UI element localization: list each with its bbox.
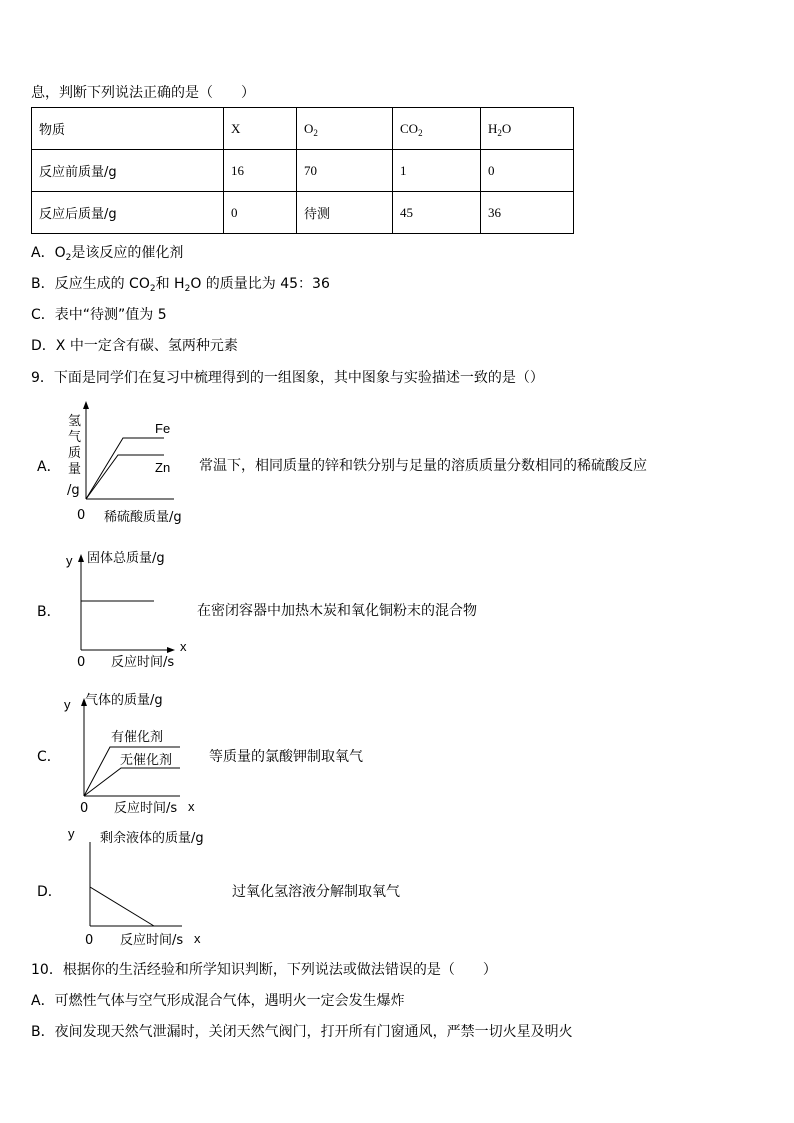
series-label-no-catalyst: 无催化剂 — [120, 753, 173, 768]
y-label-char: 质 — [68, 446, 82, 461]
y-letter: y — [68, 826, 75, 841]
x-axis-label: 反应时间/s — [111, 655, 175, 670]
x-axis-label: 稀硫酸质量/g — [104, 510, 182, 525]
q8-option-b: B．反应生成的 $CO_2$和 $H_2O$ 的质量比为 45：36 — [31, 276, 330, 294]
q9-stem: 9．下面是同学们在复习中梳理得到的一组图象，其中图象与实验描述一致的是（） — [31, 370, 544, 386]
table-cell: 物质 — [32, 108, 224, 150]
table-cell: 16 — [224, 150, 297, 192]
q10-stem: 10．根据你的生活经验和所学知识判断，下列说法或做法错误的是（ ） — [31, 962, 497, 978]
y-label-char: 氢 — [68, 414, 82, 429]
y-letter: y — [64, 697, 71, 712]
x-letter: x — [194, 931, 201, 946]
q9-a-letter: A． — [37, 459, 61, 475]
q8-stem-tail: 息，判断下列说法正确的是（ ） — [31, 85, 255, 101]
origin-label: 0 — [80, 801, 89, 816]
q9-c-description: 等质量的氯酸钾制取氧气 — [209, 749, 363, 765]
q9-d-letter: D． — [37, 884, 62, 900]
q9-d-description: 过氧化氢溶液分解制取氧气 — [232, 884, 400, 900]
y-letter: y — [66, 553, 73, 568]
x-axis-label: 反应时间/s — [114, 801, 178, 816]
origin-label: 0 — [77, 508, 86, 523]
q8-option-d: D．X 中一定含有碳、氢两种元素 — [31, 338, 238, 354]
q8-option-c: C．表中“待测”值为 5 — [31, 307, 167, 323]
q9-b-description: 在密闭容器中加热木炭和氧化铜粉末的混合物 — [197, 603, 477, 619]
table-cell: 36 — [481, 192, 574, 234]
table-cell: 反应后质量/g — [32, 192, 224, 234]
table-cell: $H_2O$ — [481, 108, 574, 150]
q9-c-letter: C． — [37, 749, 61, 765]
q10-option-b: B．夜间发现天然气泄漏时，关闭天然气阀门，打开所有门窗通风，严禁一切火星及明火 — [31, 1024, 573, 1040]
table-cell: 0 — [481, 150, 574, 192]
q9-a-description: 常温下，相同质量的锌和铁分别与足量的溶质质量分数相同的稀硫酸反应 — [199, 458, 647, 474]
table-cell: $CO_2$ — [393, 108, 481, 150]
y-axis-label: 剩余液体的质量/g — [100, 831, 204, 846]
series-label-catalyst: 有催化剂 — [111, 730, 164, 745]
q8-option-a: A．$O_2$是该反应的催化剂 — [31, 245, 184, 263]
q10-option-a: A．可燃性气体与空气形成混合气体，遇明火一定会发生爆炸 — [31, 993, 405, 1009]
table-cell: X — [224, 108, 297, 150]
y-label-char: /g — [67, 483, 80, 498]
table-cell: 1 — [393, 150, 481, 192]
table-cell: 0 — [224, 192, 297, 234]
y-axis-label: 气体的质量/g — [85, 693, 163, 708]
x-letter: x — [188, 799, 195, 814]
liquid-mass-line — [90, 887, 154, 926]
table-cell: 反应前质量/g — [32, 150, 224, 192]
y-label-char: 气 — [68, 430, 82, 445]
x-letter: x — [180, 639, 187, 654]
series-label-fe: Fe — [155, 421, 171, 436]
y-label-char: 量 — [68, 462, 82, 477]
y-axis-label: 固体总质量/g — [87, 551, 165, 566]
x-axis-label: 反应时间/s — [120, 933, 184, 948]
table-cell: $O_2$ — [297, 108, 393, 150]
origin-label: 0 — [85, 933, 94, 948]
origin-label: 0 — [77, 655, 86, 670]
series-label-zn: Zn — [155, 460, 171, 475]
table-cell: 70 — [297, 150, 393, 192]
table-cell: 待测 — [297, 192, 393, 234]
q9-b-letter: B． — [37, 604, 61, 620]
table-cell: 45 — [393, 192, 481, 234]
